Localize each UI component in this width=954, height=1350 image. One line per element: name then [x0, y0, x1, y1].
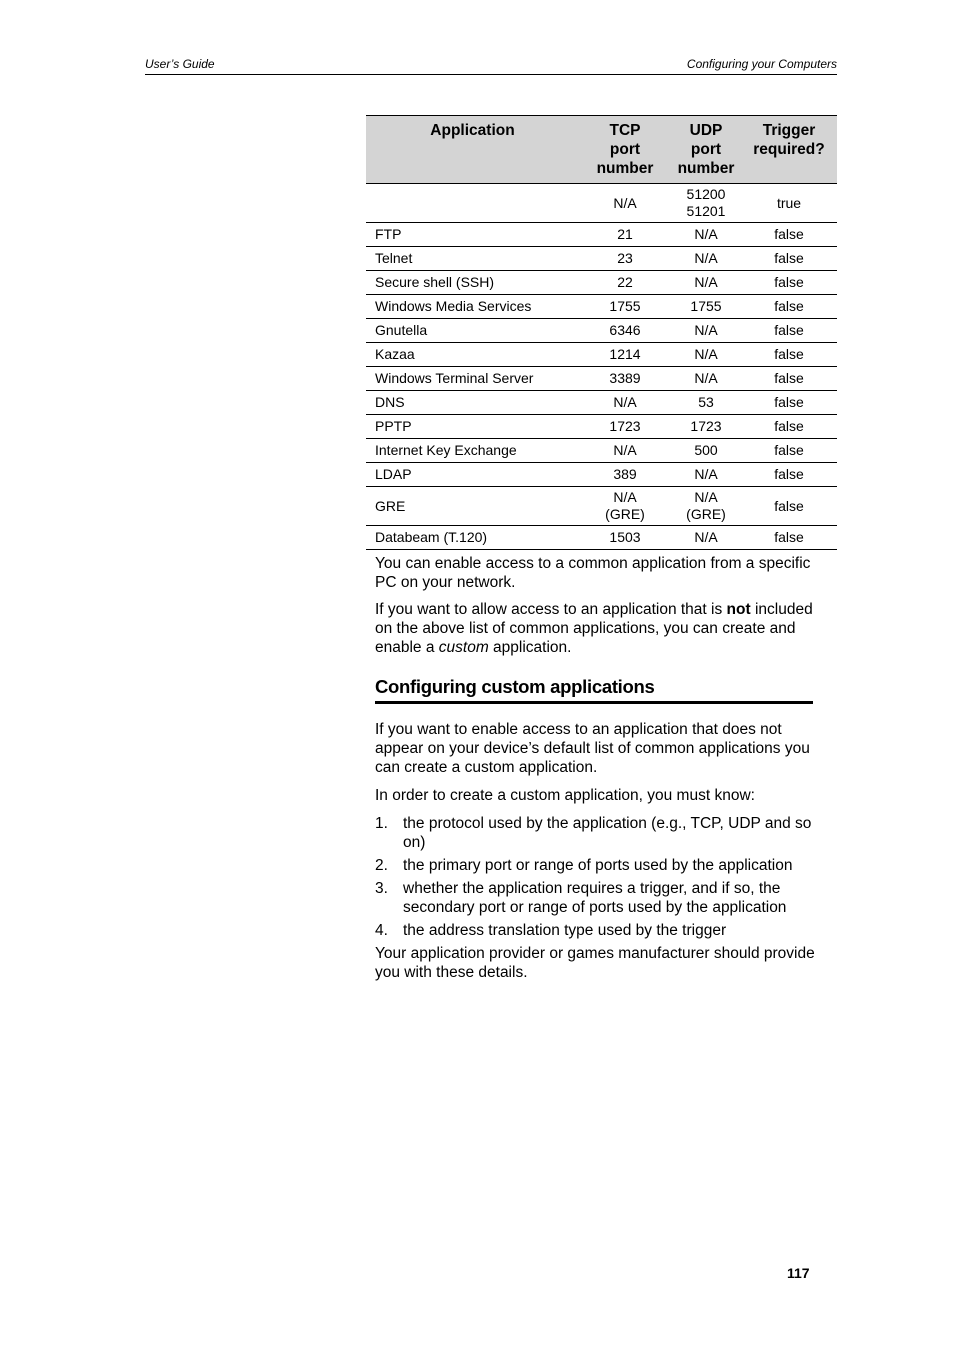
cell-tcp-port: 21: [579, 223, 671, 247]
column-header-udp-port: [671, 116, 741, 184]
table-row: [366, 319, 837, 343]
table-row: [366, 271, 837, 295]
cell-tcp-port: 3389: [579, 367, 671, 391]
list-item-number: 4.: [375, 922, 388, 939]
column-header-line: port: [690, 141, 722, 158]
intro-text-segment: included on the above list of common applications, you can create and enable a: [375, 601, 813, 656]
column-header-tcp-port: [579, 116, 671, 184]
cell-trigger-required: false: [741, 223, 837, 247]
column-header-line: number: [596, 160, 654, 177]
page-number: 117: [787, 1265, 810, 1281]
cell-application: GRE: [366, 487, 579, 526]
cell-udp-port: 500: [671, 439, 741, 463]
list-item-text: the protocol used by the application (e.g., TCP, UDP and so on): [403, 815, 812, 851]
cell-tcp-port: 23: [579, 247, 671, 271]
list-item-number: 3.: [375, 880, 388, 897]
cell-application: Internet Key Exchange: [366, 439, 579, 463]
cell-trigger-required: false: [741, 343, 837, 367]
list-item: [375, 921, 815, 940]
list-item: [375, 856, 815, 875]
cell-trigger-required: false: [741, 367, 837, 391]
intro-paragraph-1: You can enable access to a common application from a specific PC on your network.: [375, 555, 811, 591]
cell-udp-port: 1755: [671, 295, 741, 319]
cell-application: FTP: [366, 223, 579, 247]
cell-tcp-port: N/A: [579, 391, 671, 415]
cell-application: LDAP: [366, 463, 579, 487]
cell-udp-port: N/A: [671, 223, 741, 247]
section-paragraph-1: If you want to enable access to an application that does not appear on your device’s default list of common applications you can create a custom application.: [375, 721, 810, 776]
section-paragraph-2: In order to create a custom application, you must know:: [375, 787, 755, 804]
cell-trigger-required: false: [741, 526, 837, 550]
cell-application: Windows Media Services: [366, 295, 579, 319]
column-header-line: Application: [430, 122, 515, 139]
cell-trigger-required: true: [741, 184, 837, 223]
column-header-line: required?: [753, 141, 825, 158]
cell-tcp-port: N/A: [579, 439, 671, 463]
table-header-row: [366, 116, 837, 184]
cell-udp-port: 51200 51201: [671, 184, 741, 223]
table-row: [366, 247, 837, 271]
list-item-text: the primary port or range of ports used by the application: [403, 857, 793, 874]
list-item: [375, 879, 815, 917]
cell-tcp-port: 6346: [579, 319, 671, 343]
intro-text-segment: If you want to allow access to an application that is: [375, 601, 727, 618]
table-row: [366, 526, 837, 550]
section-body: [375, 720, 815, 982]
cell-application: Telnet: [366, 247, 579, 271]
table-row: [366, 184, 837, 223]
cell-udp-port: N/A: [671, 319, 741, 343]
section-title: Configuring custom applications: [375, 676, 813, 704]
cell-udp-port: N/A: [671, 367, 741, 391]
table-row: [366, 415, 837, 439]
cell-trigger-required: false: [741, 271, 837, 295]
cell-udp-port: N/A: [671, 463, 741, 487]
cell-application: Kazaa: [366, 343, 579, 367]
cell-trigger-required: false: [741, 439, 837, 463]
table-row: [366, 223, 837, 247]
cell-udp-port: N/A: [671, 247, 741, 271]
cell-tcp-port: N/A: [579, 184, 671, 223]
requirements-list: [375, 814, 815, 940]
section-paragraph-3: Your application provider or games manufacturer should provide you with these details.: [375, 945, 815, 981]
table-row: [366, 367, 837, 391]
list-item-number: 1.: [375, 815, 388, 832]
cell-udp-port: 1723: [671, 415, 741, 439]
column-header-line: UDP: [689, 122, 723, 139]
cell-udp-port: N/A: [671, 343, 741, 367]
list-item-number: 2.: [375, 857, 388, 874]
cell-tcp-port: 1723: [579, 415, 671, 439]
cell-tcp-port: 1755: [579, 295, 671, 319]
cell-trigger-required: false: [741, 487, 837, 526]
table-row: [366, 463, 837, 487]
table-row: [366, 343, 837, 367]
cell-trigger-required: false: [741, 391, 837, 415]
intro-paragraph-2: [375, 600, 815, 657]
cell-tcp-port: 389: [579, 463, 671, 487]
cell-udp-port: N/A (GRE): [671, 487, 741, 526]
column-header-line: TCP: [609, 122, 641, 139]
cell-tcp-port: N/A (GRE): [579, 487, 671, 526]
running-header-left: User’s Guide: [145, 57, 215, 71]
cell-udp-port: N/A: [671, 271, 741, 295]
cell-application: [366, 184, 579, 223]
column-header-line: Trigger: [762, 122, 816, 139]
intro-italic-custom: custom: [438, 639, 489, 656]
cell-tcp-port: 22: [579, 271, 671, 295]
cell-trigger-required: false: [741, 295, 837, 319]
table-row: [366, 439, 837, 463]
cell-application: DNS: [366, 391, 579, 415]
column-header-application: [366, 116, 579, 184]
cell-udp-port: N/A: [671, 526, 741, 550]
table-row: [366, 487, 837, 526]
cell-tcp-port: 1214: [579, 343, 671, 367]
cell-tcp-port: 1503: [579, 526, 671, 550]
table-row: [366, 391, 837, 415]
table-body: [366, 184, 837, 550]
column-header-line: port: [609, 141, 641, 158]
cell-application: Windows Terminal Server: [366, 367, 579, 391]
intro-text-segment: application.: [488, 639, 572, 656]
cell-udp-port: 53: [671, 391, 741, 415]
list-item-text: whether the application requires a trigger, and if so, the secondary port or range of ports used by the application: [403, 880, 787, 916]
cell-application: PPTP: [366, 415, 579, 439]
applications-table: [366, 115, 837, 550]
cell-application: Gnutella: [366, 319, 579, 343]
running-header-right: Configuring your Computers: [686, 57, 837, 71]
column-header-trigger-required: [741, 116, 837, 184]
cell-trigger-required: false: [741, 319, 837, 343]
cell-trigger-required: false: [741, 247, 837, 271]
cell-trigger-required: false: [741, 415, 837, 439]
header-rule: [145, 74, 837, 75]
cell-application: Secure shell (SSH): [366, 271, 579, 295]
column-header-line: number: [677, 160, 735, 177]
table-row: [366, 295, 837, 319]
cell-application: Databeam (T.120): [366, 526, 579, 550]
cell-trigger-required: false: [741, 463, 837, 487]
intro-text: [375, 554, 815, 657]
intro-bold-not: not: [726, 601, 751, 618]
list-item-text: the address translation type used by the trigger: [403, 922, 727, 939]
list-item: [375, 814, 815, 852]
